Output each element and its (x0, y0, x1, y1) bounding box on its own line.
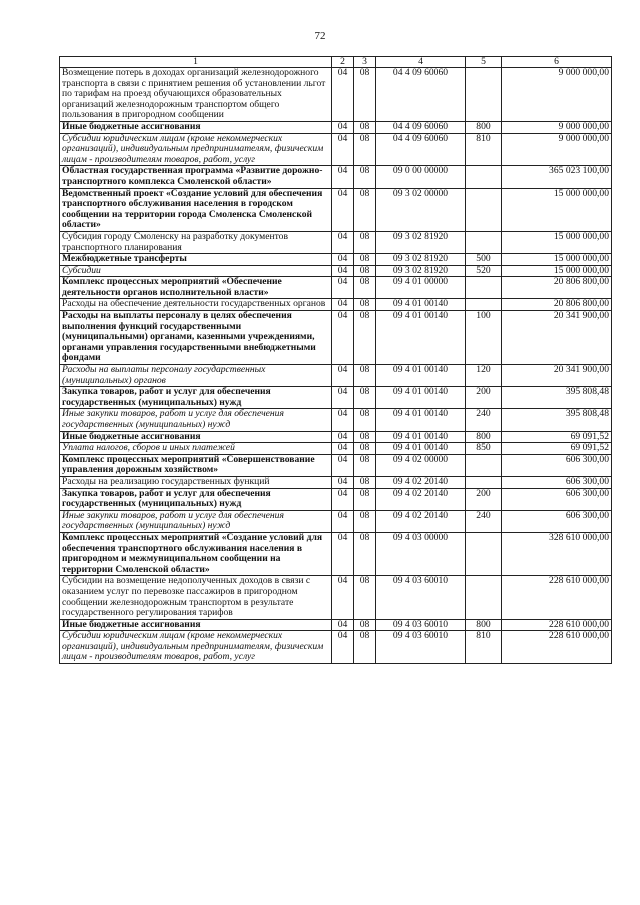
row-expense-type (466, 576, 502, 619)
page-number: 72 (314, 30, 326, 42)
row-section: 04 (332, 188, 354, 231)
table-row (60, 68, 612, 122)
row-expense-type: 850 (466, 443, 502, 455)
table-row (60, 619, 612, 631)
row-subsection: 08 (354, 277, 376, 299)
row-target-article: 09 4 03 60010 (376, 619, 466, 631)
row-target-article: 09 3 02 81920 (376, 265, 466, 277)
row-section: 04 (332, 277, 354, 299)
row-section: 04 (332, 387, 354, 409)
table-row (60, 311, 612, 365)
table-row (60, 166, 612, 188)
row-subsection: 08 (354, 365, 376, 387)
row-name: Субсидии на возмещение недополученных доходов в связи с оказанием услуг по перевозке пассажиров в пригородном сообщении железнодорожным транспортом в результате государственного регулирования тарифов (60, 576, 332, 619)
row-section: 04 (332, 619, 354, 631)
header-row (60, 57, 612, 68)
row-subsection: 08 (354, 454, 376, 476)
row-expense-type (466, 166, 502, 188)
row-subsection: 08 (354, 311, 376, 365)
row-subsection: 08 (354, 631, 376, 664)
row-amount: 69 091,52 (502, 443, 612, 455)
row-name: Иные закупки товаров, работ и услуг для обеспечения государственных (муниципальных) нужд (60, 409, 332, 431)
table-row (60, 387, 612, 409)
table-row (60, 254, 612, 266)
row-target-article: 04 4 09 60060 (376, 68, 466, 122)
row-name: Закупка товаров, работ и услуг для обеспечения государственных (муниципальных) нужд (60, 387, 332, 409)
row-name: Закупка товаров, работ и услуг для обеспечения государственных (муниципальных) нужд (60, 488, 332, 510)
column-header-target-article: 4 (376, 57, 466, 68)
row-subsection: 08 (354, 387, 376, 409)
table-row (60, 409, 612, 431)
row-name: Ведомственный проект «Создание условий для обеспечения транспортного обслуживания населения в городском сообщении на территории города Смоленска Смоленской области» (60, 188, 332, 231)
row-section: 04 (332, 311, 354, 365)
row-subsection: 08 (354, 133, 376, 166)
column-header-name: 1 (60, 57, 332, 68)
row-expense-type (466, 454, 502, 476)
row-name: Областная государственная программа «Развитие дорожно-транспортного комплекса Смоленской области» (60, 166, 332, 188)
row-name: Иные бюджетные ассигнования (60, 121, 332, 133)
row-expense-type: 200 (466, 387, 502, 409)
row-subsection: 08 (354, 231, 376, 253)
row-name: Расходы на обеспечение деятельности государственных органов (60, 299, 332, 311)
row-section: 04 (332, 68, 354, 122)
row-target-article: 04 4 09 60060 (376, 133, 466, 166)
row-expense-type: 810 (466, 133, 502, 166)
table-row (60, 576, 612, 619)
row-name: Комплекс процессных мероприятий «Обеспечение деятельности органов исполнительной власти» (60, 277, 332, 299)
row-section: 04 (332, 133, 354, 166)
row-section: 04 (332, 476, 354, 488)
row-target-article: 09 4 01 00140 (376, 443, 466, 455)
row-expense-type: 810 (466, 631, 502, 664)
row-subsection: 08 (354, 68, 376, 122)
row-name: Субсидии (60, 265, 332, 277)
row-amount: 228 610 000,00 (502, 619, 612, 631)
row-subsection: 08 (354, 254, 376, 266)
table-row (60, 188, 612, 231)
row-section: 04 (332, 488, 354, 510)
table-row (60, 631, 612, 664)
row-expense-type (466, 188, 502, 231)
row-amount: 9 000 000,00 (502, 133, 612, 166)
row-name: Расходы на выплаты персоналу в целях обеспечения выполнения функций государственными (муниципальными) органами, казенными учреждениями, органами управления государственными внебюджетными фондами (60, 311, 332, 365)
row-subsection: 08 (354, 488, 376, 510)
table-row (60, 476, 612, 488)
row-expense-type: 240 (466, 510, 502, 532)
budget-table (59, 56, 612, 664)
row-subsection: 08 (354, 188, 376, 231)
row-expense-type: 800 (466, 121, 502, 133)
row-amount: 395 808,48 (502, 409, 612, 431)
row-expense-type (466, 231, 502, 253)
row-expense-type: 520 (466, 265, 502, 277)
row-expense-type: 800 (466, 431, 502, 443)
row-target-article: 04 4 09 60060 (376, 121, 466, 133)
row-target-article: 09 4 01 00140 (376, 299, 466, 311)
row-subsection: 08 (354, 619, 376, 631)
row-name: Комплекс процессных мероприятий «Создание условий для обеспечения транспортного обслуживания населения в пригородном и межмуниципальном сообщении на территории Смоленской области» (60, 532, 332, 575)
row-section: 04 (332, 443, 354, 455)
row-name: Иные закупки товаров, работ и услуг для обеспечения государственных (муниципальных) нужд (60, 510, 332, 532)
row-amount: 15 000 000,00 (502, 254, 612, 266)
row-expense-type: 800 (466, 619, 502, 631)
row-expense-type: 500 (466, 254, 502, 266)
row-name: Комплекс процессных мероприятий «Совершенствование управления дорожным хозяйством» (60, 454, 332, 476)
row-amount: 20 806 800,00 (502, 277, 612, 299)
row-amount: 9 000 000,00 (502, 121, 612, 133)
row-subsection: 08 (354, 299, 376, 311)
row-amount: 395 808,48 (502, 387, 612, 409)
table-row (60, 532, 612, 575)
row-target-article: 09 4 01 00000 (376, 277, 466, 299)
row-target-article: 09 3 02 81920 (376, 254, 466, 266)
row-subsection: 08 (354, 409, 376, 431)
table-row (60, 133, 612, 166)
row-amount: 606 300,00 (502, 488, 612, 510)
row-section: 04 (332, 532, 354, 575)
row-expense-type (466, 532, 502, 575)
row-amount: 9 000 000,00 (502, 68, 612, 122)
table-row (60, 431, 612, 443)
table-row (60, 488, 612, 510)
row-name: Субсидии юридическим лицам (кроме некоммерческих организаций), индивидуальным предпринимателям, физическим лицам - производителям товаров, работ, услуг (60, 133, 332, 166)
table-body (60, 68, 612, 664)
row-target-article: 09 4 03 60010 (376, 576, 466, 619)
row-name: Субсидии юридическим лицам (кроме некоммерческих организаций), индивидуальным предпринимателям, физическим лицам - производителям товаров, работ, услуг (60, 631, 332, 664)
row-subsection: 08 (354, 532, 376, 575)
row-amount: 228 610 000,00 (502, 576, 612, 619)
row-expense-type: 100 (466, 311, 502, 365)
row-target-article: 09 4 02 20140 (376, 510, 466, 532)
row-amount: 20 341 900,00 (502, 311, 612, 365)
row-amount: 15 000 000,00 (502, 265, 612, 277)
row-expense-type: 240 (466, 409, 502, 431)
row-name: Межбюджетные трансферты (60, 254, 332, 266)
row-section: 04 (332, 265, 354, 277)
row-target-article: 09 4 02 20140 (376, 476, 466, 488)
column-header-expense-type: 5 (466, 57, 502, 68)
row-section: 04 (332, 576, 354, 619)
table-row (60, 299, 612, 311)
row-name: Субсидия городу Смоленску на разработку документов транспортного планирования (60, 231, 332, 253)
row-target-article: 09 4 01 00140 (376, 387, 466, 409)
table-row (60, 265, 612, 277)
row-target-article: 09 0 00 00000 (376, 166, 466, 188)
row-section: 04 (332, 166, 354, 188)
row-amount: 365 023 100,00 (502, 166, 612, 188)
row-amount: 20 341 900,00 (502, 365, 612, 387)
row-expense-type (466, 476, 502, 488)
table-row (60, 443, 612, 455)
row-expense-type: 120 (466, 365, 502, 387)
table-row (60, 365, 612, 387)
row-target-article: 09 4 01 00140 (376, 431, 466, 443)
row-expense-type: 200 (466, 488, 502, 510)
row-section: 04 (332, 121, 354, 133)
row-target-article: 09 4 03 60010 (376, 631, 466, 664)
row-section: 04 (332, 409, 354, 431)
row-target-article: 09 3 02 00000 (376, 188, 466, 231)
row-amount: 228 610 000,00 (502, 631, 612, 664)
row-target-article: 09 4 02 00000 (376, 454, 466, 476)
row-amount: 606 300,00 (502, 510, 612, 532)
table-row (60, 231, 612, 253)
row-amount: 606 300,00 (502, 454, 612, 476)
row-amount: 15 000 000,00 (502, 188, 612, 231)
table-row (60, 277, 612, 299)
row-subsection: 08 (354, 510, 376, 532)
row-amount: 69 091,52 (502, 431, 612, 443)
row-subsection: 08 (354, 443, 376, 455)
row-subsection: 08 (354, 166, 376, 188)
row-amount: 15 000 000,00 (502, 231, 612, 253)
row-subsection: 08 (354, 476, 376, 488)
row-amount: 20 806 800,00 (502, 299, 612, 311)
row-subsection: 08 (354, 431, 376, 443)
row-section: 04 (332, 299, 354, 311)
row-target-article: 09 4 01 00140 (376, 311, 466, 365)
table-row (60, 454, 612, 476)
row-expense-type (466, 68, 502, 122)
row-name: Возмещение потерь в доходах организаций железнодорожного транспорта в связи с принятием решения об установлении льгот по тарифам на проезд обучающихся образовательных организаций железнодорожным транспортом общего пользования в пригородном сообщении (60, 68, 332, 122)
table-row (60, 121, 612, 133)
row-amount: 606 300,00 (502, 476, 612, 488)
row-expense-type (466, 277, 502, 299)
table-row (60, 510, 612, 532)
row-target-article: 09 4 03 00000 (376, 532, 466, 575)
row-target-article: 09 4 01 00140 (376, 409, 466, 431)
row-section: 04 (332, 231, 354, 253)
row-section: 04 (332, 510, 354, 532)
row-expense-type (466, 299, 502, 311)
row-name: Уплата налогов, сборов и иных платежей (60, 443, 332, 455)
column-header-section: 2 (332, 57, 354, 68)
column-header-amount: 6 (502, 57, 612, 68)
row-target-article: 09 3 02 81920 (376, 231, 466, 253)
row-name: Расходы на выплаты персоналу государственных (муниципальных) органов (60, 365, 332, 387)
row-section: 04 (332, 365, 354, 387)
row-subsection: 08 (354, 265, 376, 277)
row-section: 04 (332, 631, 354, 664)
row-name: Иные бюджетные ассигнования (60, 619, 332, 631)
row-target-article: 09 4 02 20140 (376, 488, 466, 510)
row-subsection: 08 (354, 121, 376, 133)
row-target-article: 09 4 01 00140 (376, 365, 466, 387)
row-name: Расходы на реализацию государственных функций (60, 476, 332, 488)
row-section: 04 (332, 454, 354, 476)
row-section: 04 (332, 431, 354, 443)
row-name: Иные бюджетные ассигнования (60, 431, 332, 443)
column-header-subsection: 3 (354, 57, 376, 68)
row-amount: 328 610 000,00 (502, 532, 612, 575)
row-subsection: 08 (354, 576, 376, 619)
row-section: 04 (332, 254, 354, 266)
